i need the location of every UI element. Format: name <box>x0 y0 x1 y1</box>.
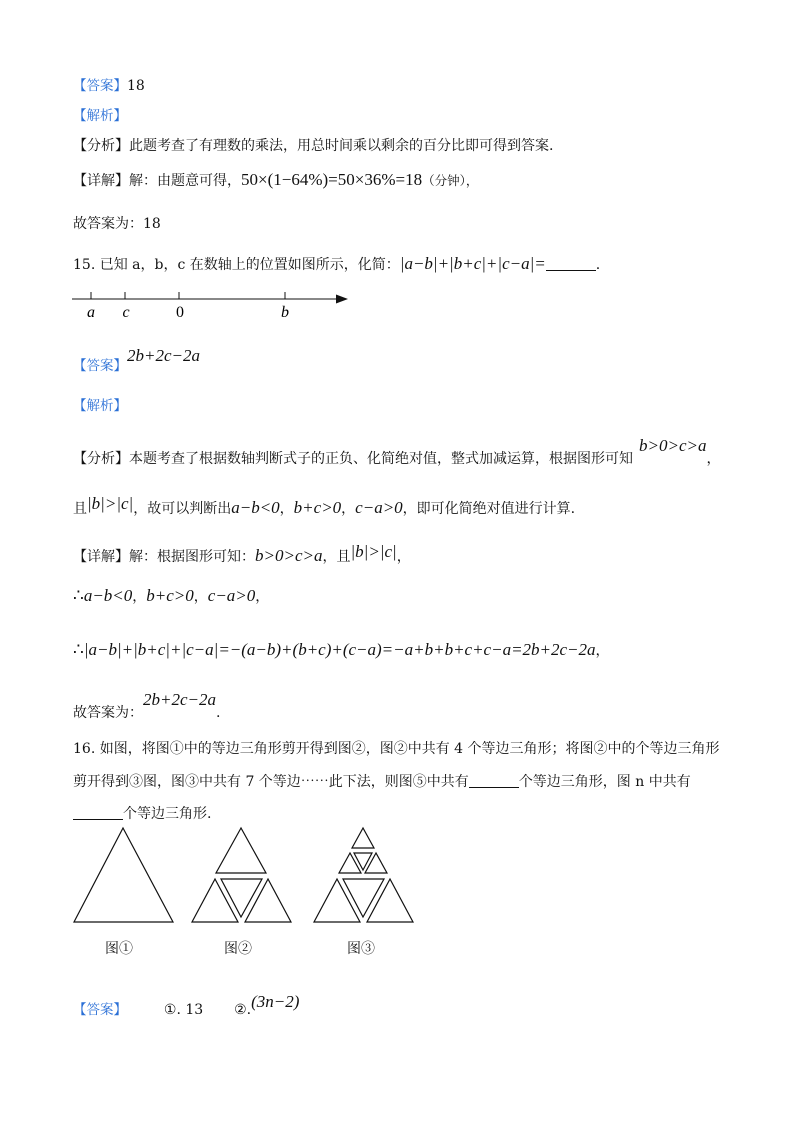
analysis-tag: 【解析】 <box>73 108 127 124</box>
q16-blank-1 <box>469 773 519 788</box>
fig3-middle-triangle <box>343 879 384 917</box>
q15-fenxi-comma: ， <box>706 451 721 467</box>
therefore-symbol: ∴ <box>73 586 84 605</box>
axis-label-c: c <box>122 304 130 321</box>
q15-therefore1-end: ， <box>255 589 270 605</box>
q15-therefore1-sep2: ， <box>193 589 208 605</box>
therefore-symbol: ∴ <box>73 640 84 659</box>
q15-line2-f1: |b|>|c| <box>87 494 134 513</box>
q15-therefore1-f1: a−b<0 <box>83 586 133 605</box>
q14-detail-line <box>73 170 478 191</box>
q15-stem: 15. 已知 a，b，c 在数轴上的位置如图所示，化简： <box>73 257 400 273</box>
axis-label-b: b <box>281 304 289 321</box>
q15-fenxi-text: 本题考查了根据数轴判断式子的正负、化简绝对值，整式加减运算，根据图形可知 <box>129 451 633 467</box>
q15-detail-end: ， <box>396 549 411 565</box>
fig2-right-triangle <box>245 879 291 922</box>
axis-label-a: a <box>87 304 95 321</box>
q16-stem-line3-text: 个等边三角形. <box>123 806 212 822</box>
answer-tag: 【答案】 <box>73 78 127 94</box>
answer-tag: 【答案】 <box>73 1002 127 1018</box>
q15-detail-f1: b>0>c>a <box>255 546 323 565</box>
number-line-arrow <box>336 295 348 304</box>
analysis-tag: 【解析】 <box>73 398 127 414</box>
q15-line2-mid1: ，故可以判断出 <box>133 501 232 517</box>
q15-fenxi-formula: b>0>c>a <box>639 436 707 455</box>
q16-answer-part1: ①. 13 <box>163 1002 204 1018</box>
figure-1-caption: 图① <box>105 941 133 957</box>
q15-therefore-line1 <box>73 586 269 607</box>
fig3-center-small-triangle <box>354 853 372 870</box>
q14-answer-line <box>73 76 145 96</box>
q16-blank-2 <box>73 805 123 820</box>
q15-line2-end: ，即可化简绝对值进行计算. <box>402 501 576 517</box>
q15-line2-f2: a−b<0 <box>231 498 280 517</box>
fig3-left-small-triangle <box>339 853 361 873</box>
fig3-top-small-triangle <box>352 828 374 848</box>
fig3-right-triangle <box>367 879 413 922</box>
q15-detail-line <box>73 542 411 567</box>
answer-tag: 【答案】 <box>73 358 127 374</box>
axis-label-0: 0 <box>176 304 184 321</box>
q16-stem-line3 <box>73 804 211 824</box>
q16-stem-line1: 16. 如图，将图①中的等边三角形剪开得到图②，图②中共有 4 个等边三角形；将图②中的个等边三角形 <box>73 741 720 757</box>
q16-answer-part2-formula: (3n−2) <box>251 992 300 1011</box>
q15-detail-f2: |b|>|c| <box>350 542 397 561</box>
figure-3-triangles <box>312 826 416 926</box>
q15-answer-line <box>73 346 200 376</box>
fig1-big-triangle <box>74 828 173 922</box>
q16-stem-line2-b: 个等边三角形，图 n 中共有 <box>518 774 691 790</box>
fig2-left-triangle <box>192 879 238 922</box>
q15-line2-f4: c−a>0 <box>355 498 403 517</box>
q15-line2-sep1: ， <box>279 501 294 517</box>
q15-therefore2-formula: |a−b|+|b+c|+|c−a|=−(a−b)+(b+c)+(c−a)=−a+b+b+c+c−a=2b+2c−2a <box>83 640 596 659</box>
q15-line2-prefix: 且 <box>73 501 87 517</box>
q16-answer-line <box>73 992 299 1020</box>
detail-tag: 【详解】 <box>73 173 129 189</box>
figure-3-caption: 图③ <box>347 941 375 957</box>
fig2-top-triangle <box>216 828 266 873</box>
q16-stem-line2-a: 剪开得到③图，图③中共有 7 个等边⋯⋯此下法，则图⑤中共有 <box>73 774 469 790</box>
q15-answer-formula: 2b+2c−2a <box>127 346 200 365</box>
figure-1-triangle <box>72 826 176 926</box>
figure-2-triangles <box>190 826 295 926</box>
q15-line2-sep2: ， <box>341 501 356 517</box>
q15-therefore1-f3: c−a>0 <box>207 586 256 605</box>
fig3-left-triangle <box>314 879 360 922</box>
q15-fenxi-line2 <box>73 494 575 519</box>
q15-detail-mid: ，且 <box>322 549 351 565</box>
q15-analysis-line <box>73 396 127 416</box>
q14-analysis-line <box>73 106 127 126</box>
q15-therefore1-f2: b+c>0 <box>146 586 194 605</box>
q14-fenxi-text: 此题考查了有理数的乘法，用总时间乘以剩余的百分比即可得到答案. <box>129 138 554 154</box>
q15-therefore2-end: ， <box>595 643 610 659</box>
q14-detail-prefix: 解：由题意可得， <box>129 173 241 189</box>
q15-fenxi-line <box>73 436 720 469</box>
fig2-middle-triangle <box>221 879 262 917</box>
fenxi-tag: 【分析】 <box>73 138 129 154</box>
q14-answer-value: 18 <box>127 78 145 94</box>
q15-stem-line <box>73 254 600 275</box>
q15-final-formula: 2b+2c−2a <box>143 690 216 709</box>
q14-detail-formula: 50×(1−64%)=50×36%=18 <box>241 170 423 189</box>
figure-2-caption: 图② <box>224 941 252 957</box>
detail-tag: 【详解】 <box>73 549 129 565</box>
q14-fenxi-line <box>73 136 553 156</box>
q15-therefore-line2 <box>73 640 610 661</box>
q16-answer-part2-label: ②. <box>234 1002 252 1018</box>
q15-answer-blank <box>546 256 596 271</box>
fig3-right-small-triangle <box>365 853 387 873</box>
fenxi-tag: 【分析】 <box>73 451 129 467</box>
q15-final-prefix: 故答案为： <box>73 705 143 721</box>
q15-line2-f3: b+c>0 <box>293 498 342 517</box>
q15-stem-formula: |a−b|+|b+c|+|c−a|= <box>399 254 546 273</box>
q14-final-line: 故答案为：18 <box>73 216 161 232</box>
q14-detail-suffix: （分钟）， <box>422 173 479 188</box>
q15-therefore1-sep1: ， <box>132 589 147 605</box>
q15-final-end: . <box>216 705 221 721</box>
q15-final-line <box>73 690 220 723</box>
number-line <box>72 290 352 325</box>
q15-stem-end: . <box>595 257 601 273</box>
q16-stem-line2 <box>73 772 691 792</box>
q15-detail-prefix: 解：根据图形可知： <box>129 549 255 565</box>
